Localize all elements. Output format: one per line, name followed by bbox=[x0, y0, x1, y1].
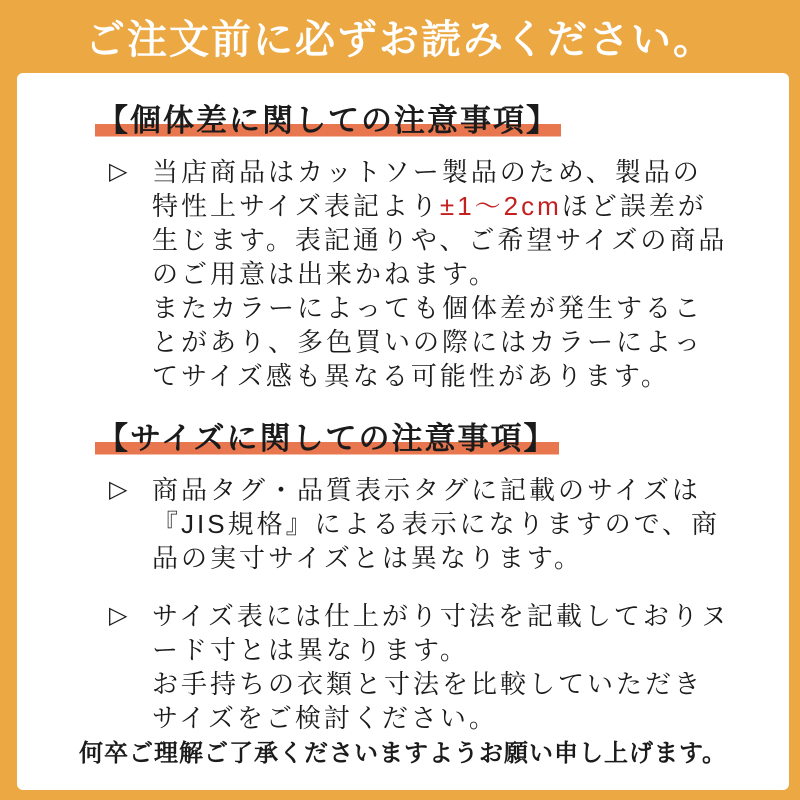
text-segment: ほど誤差が生じます。表記通りや、ご希望サイズの商品のご用意は出来かねます。 bbox=[152, 191, 728, 289]
text-segment: またカラーによっても個体差が発生することがあり、多色買いの際にはカラーによってサイズ感も異なる可能性があります。 bbox=[152, 293, 704, 391]
triangle-bullet-icon: ▷ bbox=[109, 158, 128, 185]
triangle-bullet-icon: ▷ bbox=[109, 476, 128, 503]
text-segment: 商品タグ・品質表示タグに記載のサイズは『JIS規格』による表示になりますので、商品の実寸サイズとは異なります。 bbox=[152, 475, 721, 573]
page-title: ご注文前に必ずお読みください。 bbox=[85, 18, 715, 62]
text-segment-red-tolerance: ±1〜2cm bbox=[439, 191, 562, 221]
bullet-text bbox=[152, 473, 730, 575]
text-segment: 当店商品はカットソー製品のため、製品の特性上サイズ表記より bbox=[152, 157, 702, 221]
section-heading-highlight: 【個体差に関しての注意事項】 bbox=[97, 103, 559, 138]
bullet-text bbox=[152, 155, 730, 393]
section-heading-individual-difference bbox=[95, 95, 789, 140]
list-item-finished-measurements bbox=[109, 599, 789, 735]
section-heading-size bbox=[95, 413, 789, 458]
triangle-bullet-icon: ▷ bbox=[109, 602, 128, 629]
bullet-text bbox=[152, 599, 730, 735]
title-bar bbox=[0, 0, 800, 73]
notice-panel bbox=[17, 73, 789, 790]
text-segment: サイズ表には仕上がり寸法を記載しておりヌード寸とは異なります。 bbox=[152, 601, 730, 665]
section-heading-highlight: 【サイズに関しての注意事項】 bbox=[97, 421, 557, 456]
text-segment: お手持ちの衣類と寸法を比較していただきサイズをご検討ください。 bbox=[152, 669, 704, 733]
list-item-individual-difference bbox=[109, 155, 789, 393]
list-item-jis-tag bbox=[109, 473, 789, 575]
footer-note: 何卒ご理解ご了承くださいますようお願い申し上げます。 bbox=[78, 740, 728, 767]
